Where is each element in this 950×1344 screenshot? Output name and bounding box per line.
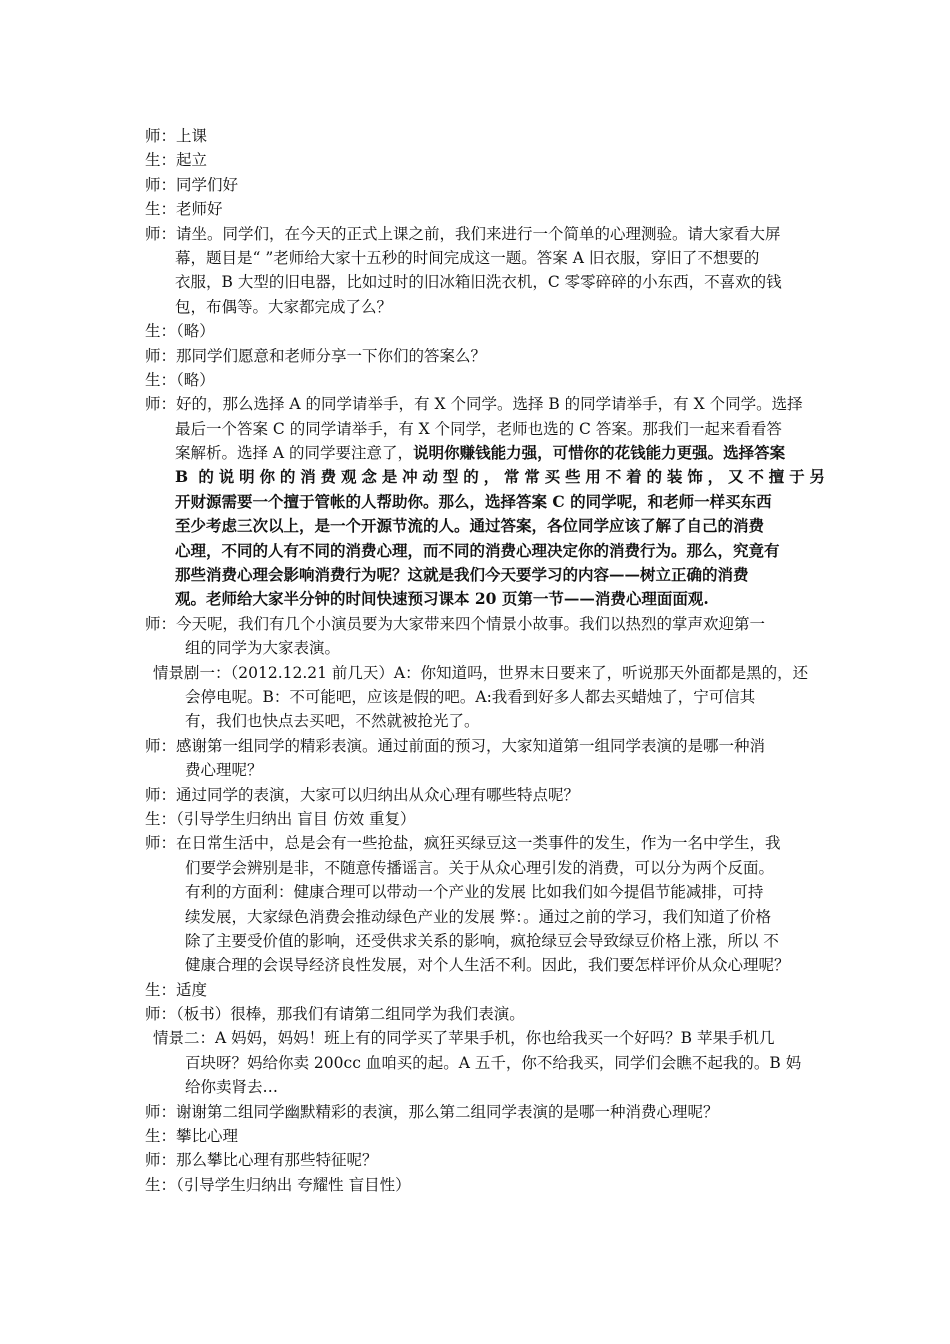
bold-text-run: B 的说明你的消费观念是冲动型的，常常买些用不着的装饰，又不擅于另 xyxy=(175,467,825,487)
text-line: 幕，题目是“ ”老师给大家十五秒的时间完成这一题。答案 A 旧衣服，穿旧了不想要的 xyxy=(175,248,760,267)
bold-text-run: 那些消费心理会影响消费行为呢？这就是我们今天要学习的内容——树立正确的消费 xyxy=(175,565,749,585)
text-run: 案解析。选择 A 的同学要注意了， xyxy=(175,444,414,463)
text-line: 给你卖肾去… xyxy=(185,1078,279,1097)
bold-text-run: 心理，不同的人有不同的消费心理，而不同的消费心理决定你的消费行为。那么，究竟有 xyxy=(175,540,780,560)
text-line xyxy=(145,465,825,489)
text-line: 师：请坐。同学们，在今天的正式上课之前，我们来进行一个简单的心理测验。请大家看大屏 xyxy=(145,224,781,243)
text-line: 健康合理的会误导经济良性发展，对个人生活不利。因此，我们要怎样评价从众心理呢？ xyxy=(185,956,790,975)
bold-text-run: 至少考虑三次以上，是一个开源节流的人。通过答案，各位同学应该了解了自己的消费 xyxy=(175,516,765,536)
text-line: 生：老师好 xyxy=(145,200,223,219)
bold-text-run: 说明你赚钱能力强，可惜你的花钱能力更强。选择答案 xyxy=(413,443,786,463)
text-line: 师：上课 xyxy=(145,127,208,145)
text-line: 师：（板书）很棒，那我们有请第二组同学为我们表演。 xyxy=(145,1005,525,1024)
document-body xyxy=(145,124,825,1197)
text-line: 们要学会辨别是非，不随意传播谣言。关于从众心理引发的消费，可以分为两个反面。 xyxy=(185,858,775,877)
text-line: 师：好的，那么选择 A 的同学请举手，有 X 个同学。选择 B 的同学请举手，有 X 个同学。选择 xyxy=(145,395,803,414)
text-line: 除了主要受价值的影响，还受供求关系的影响，疯抢绿豆会导致绿豆价格上涨，所以 不 xyxy=(185,931,779,950)
text-line: 百块呀？妈给你卖 200cc 血咱买的起。A 五千，你不给我买，同学们会瞧不起我的。B 妈 xyxy=(185,1053,802,1072)
text-line: 包，布偶等。大家都完成了么？ xyxy=(175,297,393,316)
text-line: 费心理呢？ xyxy=(185,761,263,780)
text-line: 续发展，大家绿色消费会推动绿色产业的发展 弊：。通过之前的学习，我们知道了价格 xyxy=(185,907,772,926)
text-line: 师：那同学们愿意和老师分享一下你们的答案么？ xyxy=(145,346,487,365)
text-line: 师：那么攀比心理有那些特征呢？ xyxy=(145,1151,378,1170)
text-line: 生：适度 xyxy=(145,980,208,999)
text-line: 有利的方面利：健康合理可以带动一个产业的发展 比如我们如今提倡节能减排，可持 xyxy=(185,883,764,902)
text-line xyxy=(145,441,825,465)
text-line: 生：攀比心理 xyxy=(145,1127,239,1146)
text-line: 最后一个答案 C 的同学请举手，有 X 个同学，老师也选的 C 答案。那我们一起来看看答 xyxy=(175,419,782,438)
text-line: 会停电呢。B：不可能吧，应该是假的吧。A:我看到好多人都去买蜡烛了，宁可信其 xyxy=(185,687,756,706)
text-line: 生：（略） xyxy=(145,370,215,389)
text-line xyxy=(145,587,825,611)
text-line: 师：在日常生活中，总是会有一些抢盐，疯狂买绿豆这一类事件的发生，作为一名中学生，我 xyxy=(145,834,781,853)
text-line: 生：（引导学生归纳出 夸耀性 盲目性） xyxy=(145,1175,411,1194)
text-line: 师：谢谢第二组同学幽默精彩的表演，那么第二组同学表演的是哪一种消费心理呢？ xyxy=(145,1102,719,1121)
text-line: 生：（引导学生归纳出 盲目 仿效 重复） xyxy=(145,809,416,828)
text-line: 生：起立 xyxy=(145,151,208,170)
text-line xyxy=(145,563,825,587)
text-line xyxy=(145,539,825,563)
text-line: 师：通过同学的表演，大家可以归纳出从众心理有哪些特点呢？ xyxy=(145,785,580,804)
text-line: 师：感谢第一组同学的精彩表演。通过前面的预习，大家知道第一组同学表演的是哪一种消 xyxy=(145,736,766,755)
text-line: 情景二：A 妈妈，妈妈！班上有的同学买了苹果手机，你也给我买一个好吗？B 苹果手机几 xyxy=(153,1029,775,1048)
text-line: 情景剧一：（2012.12.21 前几天）A：你知道吗，世界末日要来了，听说那天外面都是黑的，还 xyxy=(153,663,809,682)
text-line: 组的同学为大家表演。 xyxy=(185,639,341,658)
text-line xyxy=(145,490,825,514)
text-line: 师：今天呢，我们有几个小演员要为大家带来四个情景小故事。我们以热烈的掌声欢迎第一 xyxy=(145,614,766,633)
text-line: 生：（略） xyxy=(145,322,215,341)
bold-text-run: 观。老师给大家半分钟的时间快速预习课本 20 页第一节——消费心理面面观. xyxy=(175,589,709,609)
text-line: 师：同学们好 xyxy=(145,175,239,194)
text-line: 有，我们也快点去买吧，不然就被抢光了。 xyxy=(185,712,480,731)
text-line xyxy=(145,514,825,538)
text-line: 衣服，B 大型的旧电器，比如过时的旧冰箱旧洗衣机，C 零零碎碎的小东西，不喜欢的钱 xyxy=(175,273,782,292)
bold-text-run: 开财源需要一个擅于管帐的人帮助你。那么，选择答案 C 的同学呢，和老师一样买东西 xyxy=(175,491,772,511)
